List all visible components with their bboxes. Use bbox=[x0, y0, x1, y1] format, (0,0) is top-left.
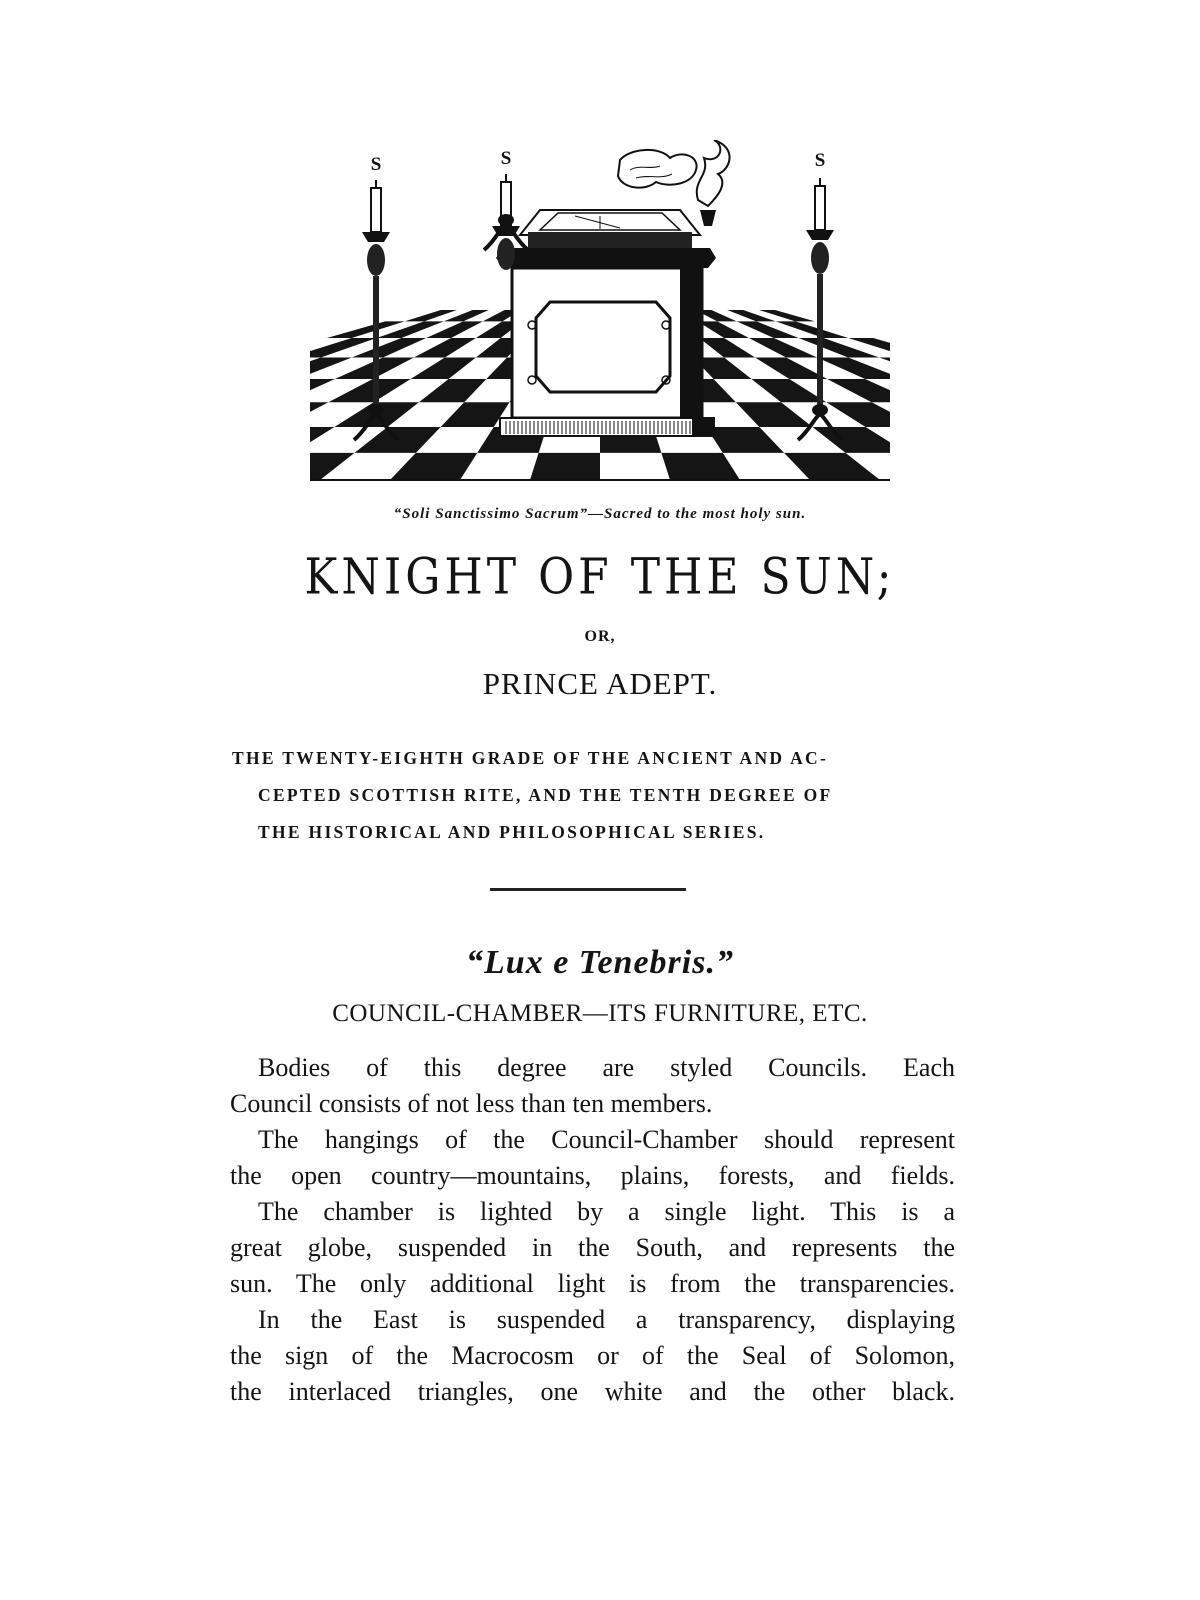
body-line: great globe, suspended in the South, and represents the bbox=[230, 1233, 955, 1262]
candlestick-part bbox=[505, 174, 507, 182]
candlestick-part bbox=[497, 238, 515, 270]
altar bbox=[496, 210, 716, 436]
page-title: KNIGHT OF THE SUN; bbox=[304, 548, 896, 607]
candlestick-part bbox=[815, 186, 825, 230]
body-line: the open country—mountains, plains, forests, and fields. bbox=[230, 1161, 955, 1190]
candlestick-part bbox=[811, 242, 829, 274]
floor-tile bbox=[530, 453, 600, 480]
candlestick-part bbox=[373, 276, 379, 406]
grade-line: THE TWENTY-EIGHTH GRADE OF THE ANCIENT AND AC- bbox=[232, 748, 829, 768]
candlestick-part bbox=[362, 232, 390, 242]
grade-line: CEPTED SCOTTISH RITE, AND THE TENTH DEGREE OF bbox=[258, 785, 833, 805]
candle-mark-right: S bbox=[814, 150, 826, 171]
body-line: The hangings of the Council-Chamber should represent bbox=[258, 1125, 955, 1154]
body-line: Bodies of this degree are styled Councils. Each bbox=[258, 1053, 955, 1082]
page-subtitle: PRINCE ADEPT. bbox=[482, 666, 718, 701]
body-line: The chamber is lighted by a single light. This is a bbox=[258, 1197, 955, 1226]
candle-mark-left: S bbox=[370, 154, 382, 175]
section-heading: COUNCIL-CHAMBER—ITS FURNITURE, ETC. bbox=[332, 1000, 868, 1027]
candlestick-part bbox=[819, 178, 821, 186]
body-line: the interlaced triangles, one white and the other black. bbox=[230, 1377, 955, 1406]
body-line: the sign of the Macrocosm or of the Seal of Solomon, bbox=[230, 1341, 955, 1370]
illustration-caption: “Soli Sanctissimo Sacrum”—Sacred to the most holy sun. bbox=[393, 506, 807, 522]
altar-illustration bbox=[300, 140, 900, 500]
motto: “Lux e Tenebris.” bbox=[466, 944, 734, 981]
body-line: Council consists of not less than ten members. bbox=[230, 1089, 713, 1118]
body-line: sun. The only additional light is from the transparencies. bbox=[230, 1269, 955, 1298]
candlestick-part bbox=[371, 188, 381, 232]
section-divider bbox=[490, 888, 686, 891]
candlestick-part bbox=[367, 244, 385, 276]
body-text bbox=[230, 1050, 955, 1410]
candlestick-part bbox=[375, 180, 377, 188]
altar-engraving bbox=[300, 140, 900, 500]
candlestick-part bbox=[806, 230, 834, 240]
grade-line: THE HISTORICAL AND PHILOSOPHICAL SERIES. bbox=[258, 822, 766, 842]
candlestick-part bbox=[817, 274, 823, 406]
body-line: In the East is suspended a transparency, displaying bbox=[258, 1305, 955, 1334]
grade-description bbox=[232, 740, 972, 851]
candle-mark-middle: S bbox=[500, 148, 512, 169]
title-conjunction: OR, bbox=[584, 628, 616, 645]
